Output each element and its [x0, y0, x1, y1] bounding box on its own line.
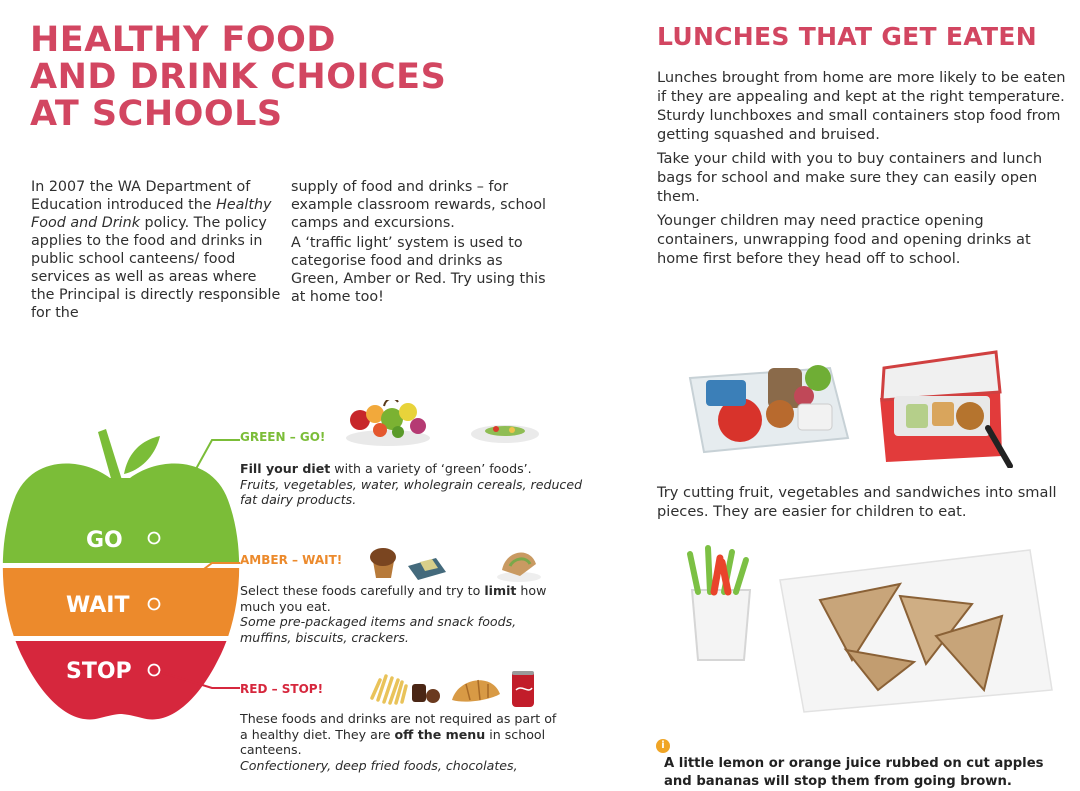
- red-description-end: in school canteens.: [240, 726, 546, 757]
- amber-description-end: how much you eat.: [240, 583, 547, 614]
- amber-category-text: [240, 583, 565, 645]
- info-icon: i: [656, 739, 670, 753]
- lunches-paragraph-2: Take your child with you to buy containers and lunch bags for school and make sure they can easily open them.: [657, 150, 1043, 205]
- red-category-text: [240, 711, 558, 773]
- chocolate-image: [412, 684, 440, 703]
- red-emphasis: off the menu: [394, 726, 486, 742]
- green-examples: Fruits, vegetables, water, wholegrain cereals, reduced fat dairy products.: [240, 476, 583, 507]
- lunches-paragraph-3: Younger children may need practice opening containers, unwrapping food and opening drinks at home first before they head off to school.: [657, 212, 1031, 267]
- red-examples: Confectionery, deep fried foods, chocolates,: [240, 757, 518, 773]
- amber-examples: Some pre-packaged items and snack foods, muffins, biscuits, crackers.: [240, 614, 517, 645]
- snack-photo: [680, 540, 1060, 720]
- green-category-title: GREEN – GO!: [240, 430, 326, 444]
- title-line: HEALTHY FOOD: [30, 20, 336, 60]
- apple-label-go: GO: [86, 528, 123, 553]
- intro-column-2: [291, 178, 551, 306]
- title-line: AND DRINK CHOICES: [30, 57, 447, 97]
- insulated-lunch-bag-image: [880, 352, 1010, 466]
- sandwiches-plate-image: [780, 550, 1052, 712]
- green-emphasis: Fill your diet: [240, 461, 331, 476]
- intro-paragraph: [31, 178, 283, 322]
- green-category-text: [240, 461, 600, 508]
- intro-column-1: [31, 178, 283, 322]
- red-category-title: RED – STOP!: [240, 682, 324, 696]
- snack-bar-image: [408, 558, 446, 580]
- cutting-tip-paragraph: Try cutting fruit, vegetables and sandwiches into small pieces. They are easier for children to eat.: [657, 484, 1057, 520]
- policy-name: Healthy Food and Drink: [31, 197, 272, 231]
- red-description: These foods and drinks are not required as part of a healthy diet. They are: [240, 711, 557, 742]
- intro-text: policy. The policy applies to the food and drinks in public school canteens/ food services as well as areas where the Principal is directly responsible for the: [31, 215, 281, 321]
- soft-drink-can-image: [512, 671, 534, 707]
- intro-paragraph: supply of food and drinks – for example classroom rewards, school camps and excursions.: [291, 179, 546, 231]
- apple-red-band: [0, 641, 260, 730]
- amber-category-title: AMBER – WAIT!: [240, 553, 343, 567]
- amber-emphasis: limit: [484, 583, 517, 598]
- lunchbox-photos: [680, 328, 1020, 468]
- open-lunchbox-image: [690, 365, 848, 452]
- amber-description: Select these foods carefully and try to: [240, 583, 485, 598]
- wrap-image: [497, 553, 541, 582]
- muffin-image: [370, 548, 396, 578]
- veg-sticks-cup-image: [690, 548, 750, 660]
- apple-amber-band: [0, 568, 260, 636]
- lunches-text: [657, 68, 1067, 273]
- apple-label-stop: STOP: [66, 659, 132, 684]
- intro-text: In 2007 the WA Department of Education introduced the: [31, 179, 251, 213]
- tip-note: [656, 737, 1056, 791]
- green-description: with a variety of ‘green’ foods’.: [330, 461, 532, 476]
- tip-text: A little lemon or orange juice rubbed on cut apples and bananas will stop them from going brown.: [664, 756, 1044, 789]
- croissant-image: [452, 680, 500, 702]
- chips-image: [372, 676, 406, 703]
- apple-label-wait: WAIT: [66, 593, 130, 618]
- traffic-light-paragraph: A ‘traffic light’ system is used to categorise food and drinks as Green, Amber or Red. Try using this at home too!: [291, 235, 546, 305]
- lunches-paragraph-1: Lunches brought from home are more likely to be eaten if they are appealing and kept at the right temperature. Sturdy lunchboxes and small containers stop food from getting squashed and bruised.: [657, 69, 1066, 143]
- fruit-veg-image: [346, 400, 430, 446]
- page-title: [30, 22, 550, 133]
- title-line: AT SCHOOLS: [30, 94, 283, 134]
- salad-plate-image: [471, 425, 539, 443]
- section-title: LUNCHES THAT GET EATEN: [657, 22, 1037, 51]
